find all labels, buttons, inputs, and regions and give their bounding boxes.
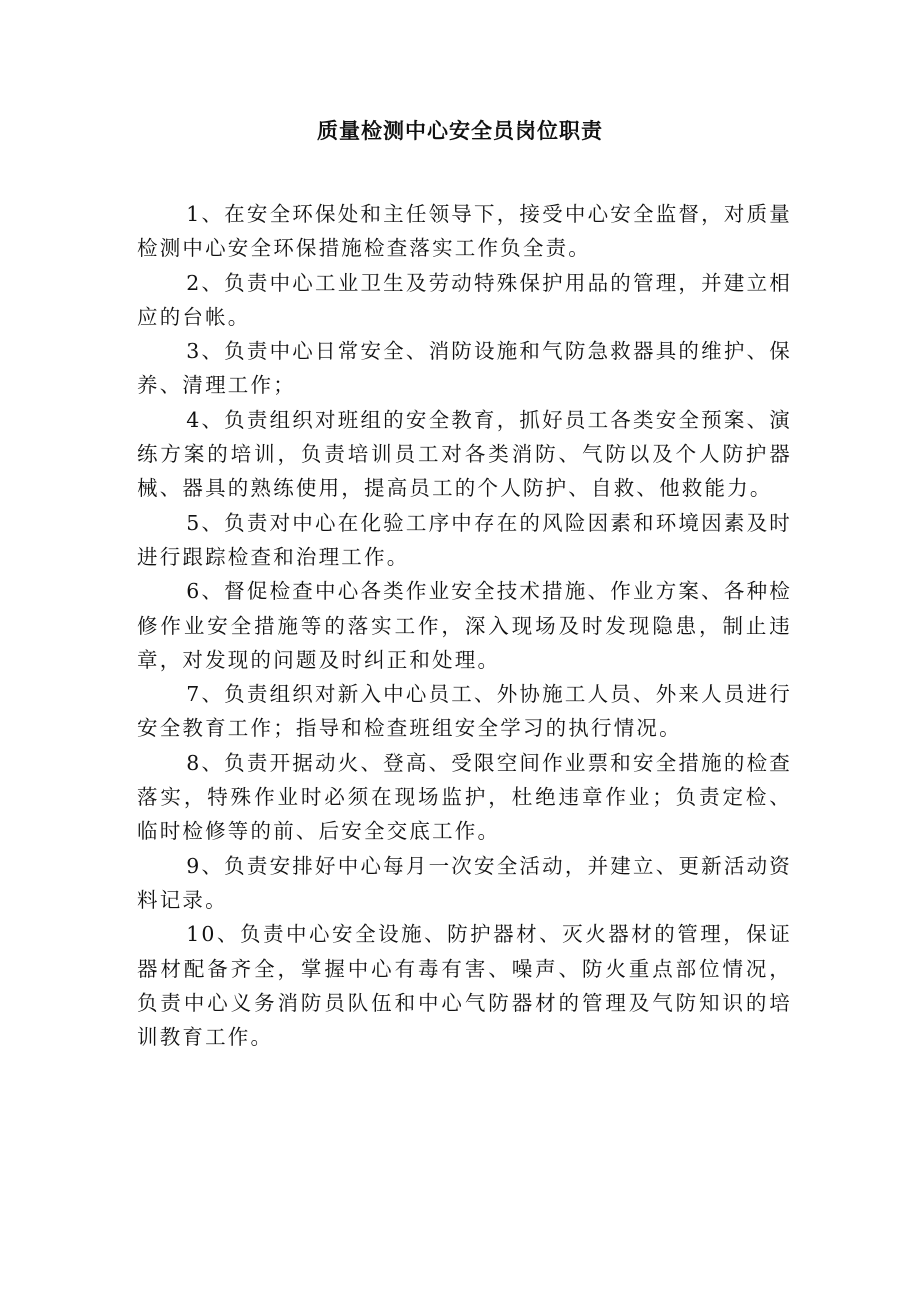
- document-body: [137, 197, 792, 1054]
- duty-paragraph-4: 4、负责组织对班组的安全教育，抓好员工各类安全预案、演练方案的培训，负责培训员工对各类消防、气防以及个人防护器械、器具的熟练使用，提高员工的个人防护、自救、他救能力。: [137, 407, 792, 501]
- duty-paragraph-9: 9、负责安排好中心每月一次安全活动，并建立、更新活动资料记录。: [137, 853, 792, 912]
- document-title: 质量检测中心安全员岗位职责: [317, 119, 603, 143]
- duty-paragraph-7: 7、负责组织对新入中心员工、外协施工人员、外来人员进行安全教育工作；指导和检查班组安全学习的执行情况。: [137, 682, 792, 741]
- duty-paragraph-5: 5、负责对中心在化验工序中存在的风险因素和环境因素及时进行跟踪检查和治理工作。: [137, 510, 792, 569]
- duty-paragraph-3: 3、负责中心日常安全、消防设施和气防急救器具的维护、保养、清理工作；: [137, 339, 792, 398]
- duty-paragraph-10: 10、负责中心安全设施、防护器材、灭火器材的管理，保证器材配备齐全，掌握中心有毒有害、噪声、防火重点部位情况，负责中心义务消防员队伍和中心气防器材的管理及气防知识的培训教育工作。: [137, 922, 792, 1050]
- duty-paragraph-2: 2、负责中心工业卫生及劳动特殊保护用品的管理，并建立相应的台帐。: [137, 270, 792, 329]
- duty-paragraph-1: 1、在安全环保处和主任领导下，接受中心安全监督，对质量检测中心安全环保措施检查落实工作负全责。: [137, 202, 792, 261]
- duty-paragraph-8: 8、负责开据动火、登高、受限空间作业票和安全措施的检查落实，特殊作业时必须在现场监护，杜绝违章作业；负责定检、临时检修等的前、后安全交底工作。: [137, 750, 792, 844]
- duty-paragraph-6: 6、督促检查中心各类作业安全技术措施、作业方案、各种检修作业安全措施等的落实工作，深入现场及时发现隐患，制止违章，对发现的问题及时纠正和处理。: [137, 579, 792, 672]
